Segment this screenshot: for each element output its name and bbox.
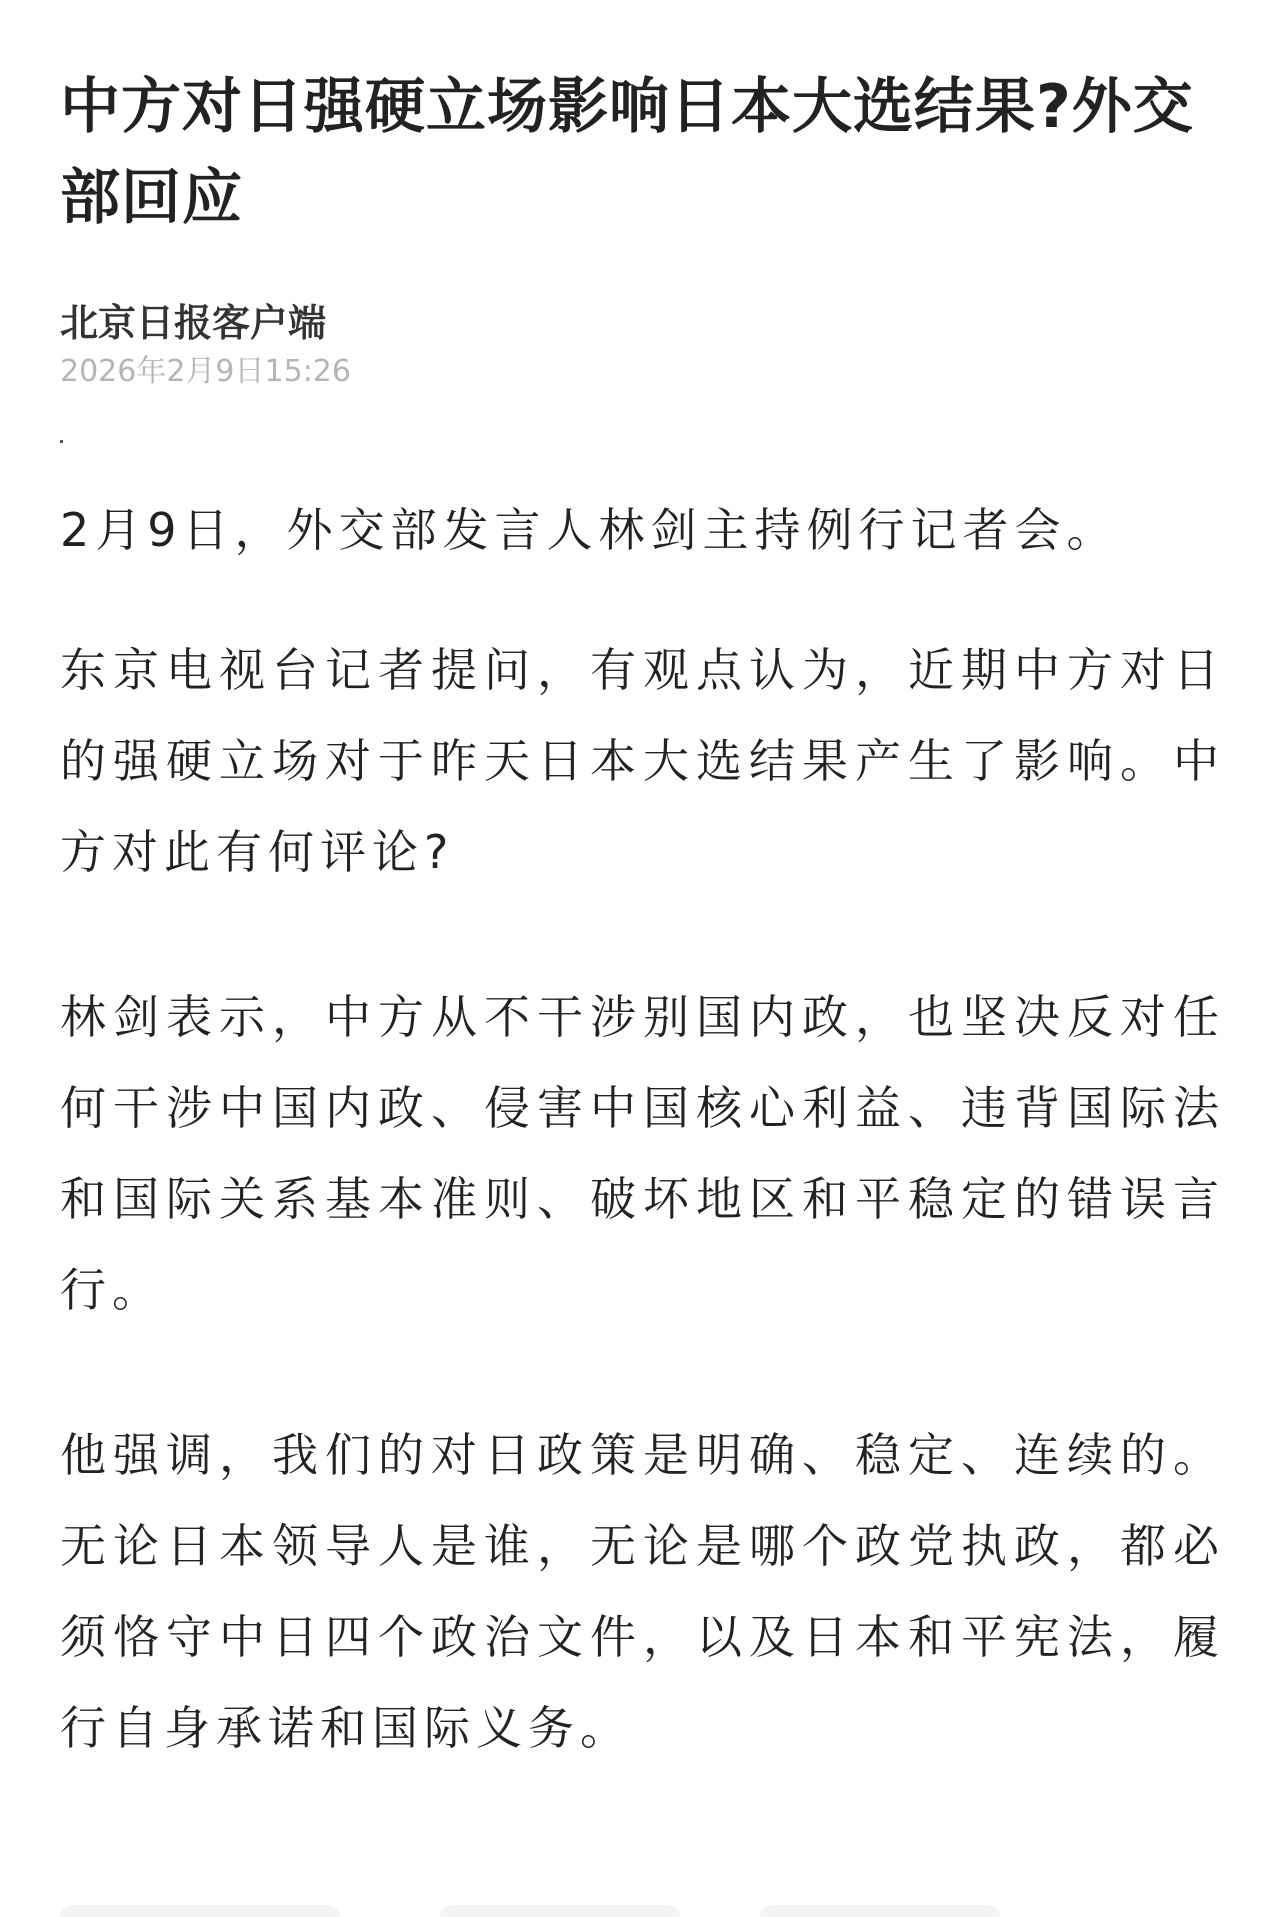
- article-paragraph-2: 东京电视台记者提问，有观点认为，近期中方对日的强硬立场对于昨天日本大选结果产生了影响。中方对此有何评论?: [60, 643, 1225, 879]
- article-timestamp: 2026年2月9日15:26: [60, 354, 351, 389]
- article-source[interactable]: 北京日报客户端: [60, 301, 327, 345]
- article-paragraph-4: 他强调，我们的对日政策是明确、稳定、连续的。无论日本领导人是谁，无论是哪个政党执政，都必须恪守中日四个政治文件，以及日本和平宪法，履行自身承诺和国际义务。: [60, 1428, 1225, 1755]
- article: [60, 0, 1225, 1774]
- separator-dot: [60, 440, 63, 443]
- article-paragraph-3: 林剑表示，中方从不干涉别国内政，也坚决反对任何干涉中国内政、侵害中国核心利益、违背国际法和国际关系基本准则、破坏地区和平稳定的错误言行。: [60, 990, 1225, 1317]
- article-title: 中方对日强硬立场影响日本大选结果?外交部回应: [60, 72, 1194, 233]
- article-paragraph-1: 2月9日，外交部发言人林剑主持例行记者会。: [60, 503, 1119, 557]
- next-content-hint: [0, 1905, 1280, 1917]
